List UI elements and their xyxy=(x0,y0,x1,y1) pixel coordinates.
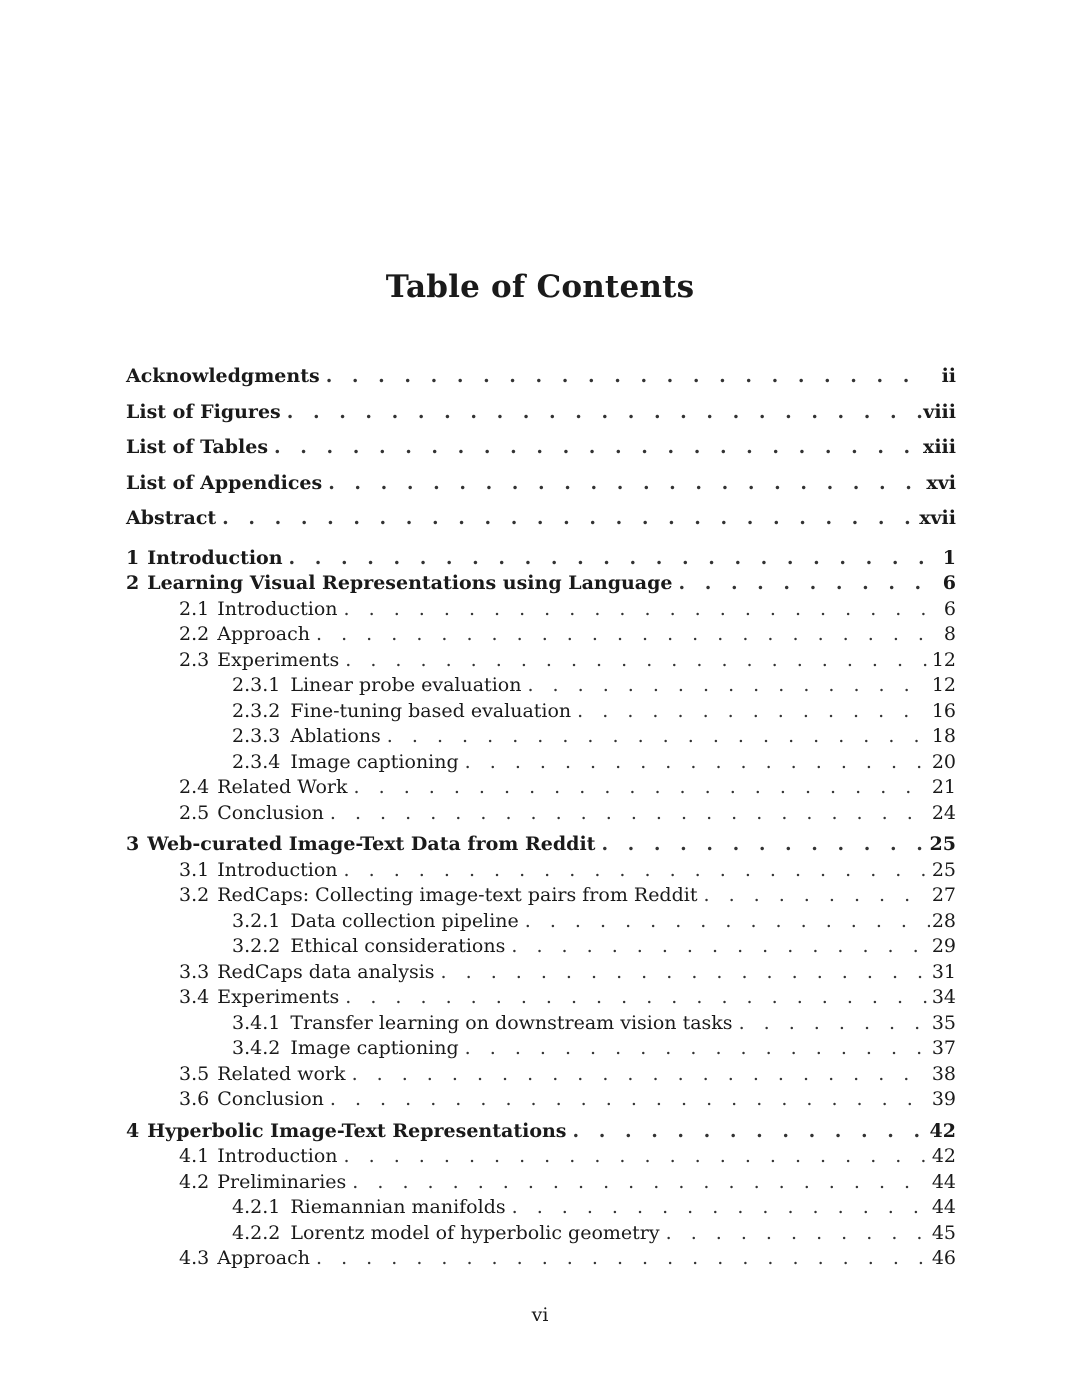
dot-leader xyxy=(505,934,930,960)
toc-entry-section[interactable] xyxy=(126,960,956,986)
toc-entry-label: Lorentz model of hyperbolic geometry xyxy=(290,1221,660,1244)
toc-entry-number: 2.3 xyxy=(179,648,210,671)
toc-entry-page: ii xyxy=(941,365,956,387)
toc-entry-section[interactable] xyxy=(126,622,956,648)
toc-entry-label: Hyperbolic Image-Text Representations xyxy=(147,1119,567,1142)
toc-entry-number: 2.2 xyxy=(179,623,210,646)
toc-entry-label: Introduction xyxy=(217,858,338,881)
toc-entry-number: 3 xyxy=(126,833,140,856)
toc-entry-page: xvi xyxy=(926,471,956,494)
toc-entry-title xyxy=(126,362,320,390)
dot-leader xyxy=(310,622,930,648)
toc-entry-subsection[interactable] xyxy=(126,724,956,750)
toc-entry-label: Image captioning xyxy=(290,750,459,773)
toc-entry-label: RedCaps: Collecting image-text pairs from Reddit xyxy=(217,884,698,907)
toc-entry-label: Web-curated Image-Text Data from Reddit xyxy=(147,833,596,856)
toc-entry-label: Conclusion xyxy=(217,801,324,824)
dot-leader xyxy=(339,985,930,1011)
toc-entry-chapter[interactable] xyxy=(126,433,956,469)
toc-entry-title xyxy=(232,750,459,776)
toc-entry-title xyxy=(179,1246,310,1272)
toc-entry-label: Introduction xyxy=(217,597,338,620)
dot-leader xyxy=(459,750,930,776)
toc-entry-number: 3.6 xyxy=(179,1088,210,1111)
toc-entry-page: 6 xyxy=(943,597,956,620)
toc-entry-page: 42 xyxy=(929,1119,956,1142)
toc-entry-label: Related Work xyxy=(217,776,348,799)
toc-entry-section[interactable] xyxy=(126,1087,956,1113)
toc-entry-section[interactable] xyxy=(126,597,956,623)
toc-entry-label: List of Figures xyxy=(126,400,281,423)
toc-entry-number: 3.3 xyxy=(179,960,210,983)
toc-entry-chapter[interactable] xyxy=(126,362,956,398)
toc-entry-section[interactable] xyxy=(126,1170,956,1196)
dot-leader xyxy=(324,801,930,827)
toc-entry-number: 4.2.1 xyxy=(232,1196,281,1219)
dot-leader xyxy=(672,571,930,597)
dot-leader xyxy=(346,1170,930,1196)
toc-entry-number: 3.4 xyxy=(179,986,210,1009)
toc-entry-chapter[interactable] xyxy=(126,398,956,434)
toc-entry-subsection[interactable] xyxy=(126,699,956,725)
toc-entry-section[interactable] xyxy=(126,775,956,801)
toc-entry-page: 45 xyxy=(931,1221,956,1244)
toc-entry-title xyxy=(179,883,697,909)
toc-entry-page: 28 xyxy=(931,909,956,932)
toc-entry-title xyxy=(126,1119,567,1145)
toc-entry-page: 46 xyxy=(931,1247,956,1270)
dot-leader xyxy=(338,1144,930,1170)
toc-entry-section[interactable] xyxy=(126,858,956,884)
toc-entry-number: 2.3.1 xyxy=(232,674,281,697)
toc-entry-subsection[interactable] xyxy=(126,673,956,699)
toc-entry-number: 3.2.1 xyxy=(232,909,281,932)
toc-entry-section[interactable] xyxy=(126,648,956,674)
toc-entry-subsection[interactable] xyxy=(126,1011,956,1037)
dot-leader xyxy=(339,648,930,674)
toc-entry-page: 8 xyxy=(943,623,956,646)
toc-entry-label: Riemannian manifolds xyxy=(290,1196,506,1219)
dot-leader xyxy=(733,1011,930,1037)
toc-entry-section[interactable] xyxy=(126,801,956,827)
toc-entry-label: Acknowledgments xyxy=(126,365,320,387)
dot-leader xyxy=(324,1087,930,1113)
dot-leader xyxy=(281,398,924,426)
toc-entry-title xyxy=(126,433,268,461)
toc-entry-title xyxy=(179,1062,346,1088)
toc-entry-page: 27 xyxy=(931,884,956,907)
dot-leader xyxy=(283,546,930,572)
toc-entry-label: Experiments xyxy=(217,648,340,671)
page-number-footer: vi xyxy=(531,1304,549,1326)
toc-entry-title xyxy=(179,775,348,801)
dot-leader xyxy=(338,597,930,623)
toc-entry-label: List of Tables xyxy=(126,436,269,459)
toc-entry-number: 3.5 xyxy=(179,1062,210,1085)
toc-entry-page: xvii xyxy=(919,507,956,530)
toc-entry-number: 2.3.3 xyxy=(232,725,281,748)
toc-entry-page: 37 xyxy=(931,1037,956,1060)
toc-entry-title xyxy=(179,1170,346,1196)
toc-entry-number: 2.5 xyxy=(179,801,210,824)
toc-entry-page: 25 xyxy=(929,833,956,856)
toc-entry-subsection[interactable] xyxy=(126,909,956,935)
dot-leader xyxy=(519,909,930,935)
toc-entry-page: 24 xyxy=(931,801,956,824)
toc-entry-label: RedCaps data analysis xyxy=(217,960,435,983)
toc-entry-page: 34 xyxy=(931,986,956,1009)
toc-entry-label: List of Appendices xyxy=(126,471,323,494)
toc-entry-label: Approach xyxy=(217,623,310,646)
dot-leader xyxy=(435,960,930,986)
toc-entry-subsection[interactable] xyxy=(126,934,956,960)
toc-entry-title xyxy=(126,832,595,858)
toc-entry-page: 25 xyxy=(931,858,956,881)
toc-entry-section[interactable] xyxy=(126,1246,956,1272)
dot-leader xyxy=(310,1246,930,1272)
table-of-contents xyxy=(126,362,956,1272)
toc-entry-label: Ethical considerations xyxy=(290,935,506,958)
dot-leader xyxy=(506,1195,930,1221)
toc-entry-label: Experiments xyxy=(217,986,340,1009)
toc-entry-title xyxy=(126,398,281,426)
toc-entry-title xyxy=(179,1144,338,1170)
toc-entry-number: 4 xyxy=(126,1119,140,1142)
toc-entry-chapter[interactable] xyxy=(126,469,956,505)
toc-entry-title xyxy=(232,1221,660,1247)
toc-entry-number: 2.4 xyxy=(179,776,210,799)
toc-entry-page: 39 xyxy=(931,1088,956,1111)
dot-leader xyxy=(697,883,930,909)
dot-leader xyxy=(268,433,923,461)
toc-entry-title xyxy=(179,622,310,648)
dot-leader xyxy=(320,362,930,390)
toc-entry-number: 3.4.1 xyxy=(232,1011,281,1034)
toc-entry-number: 3.2.2 xyxy=(232,935,281,958)
dot-leader xyxy=(571,699,930,725)
toc-entry-number: 3.2 xyxy=(179,884,210,907)
page-title: Table of Contents xyxy=(385,268,695,305)
toc-entry-title xyxy=(179,597,338,623)
toc-entry-page: xiii xyxy=(923,436,956,459)
toc-entry-label: Linear probe evaluation xyxy=(290,674,522,697)
dot-leader xyxy=(346,1062,930,1088)
dot-leader xyxy=(381,724,930,750)
toc-entry-title xyxy=(179,648,339,674)
toc-entry-subsection[interactable] xyxy=(126,1036,956,1062)
toc-entry-number: 3.4.2 xyxy=(232,1037,281,1060)
dot-leader xyxy=(660,1221,930,1247)
dot-leader xyxy=(348,775,930,801)
toc-entry-number: 4.3 xyxy=(179,1247,210,1270)
toc-entry-title xyxy=(126,546,283,572)
toc-entry-page: 42 xyxy=(931,1145,956,1168)
toc-entry-subsection[interactable] xyxy=(126,1221,956,1247)
toc-entry-page: 6 xyxy=(942,572,956,595)
toc-entry-title xyxy=(179,960,435,986)
toc-entry-chapter[interactable] xyxy=(126,832,956,858)
dot-leader xyxy=(338,858,930,884)
toc-entry-label: Approach xyxy=(217,1247,310,1270)
toc-entry-section[interactable] xyxy=(126,985,956,1011)
toc-entry-chapter[interactable] xyxy=(126,1119,956,1145)
toc-entry-label: Conclusion xyxy=(217,1088,324,1111)
toc-entry-page: 12 xyxy=(931,648,956,671)
toc-entry-section[interactable] xyxy=(126,1144,956,1170)
dot-leader xyxy=(521,673,930,699)
toc-entry-number: 4.1 xyxy=(179,1145,210,1168)
toc-entry-page: 38 xyxy=(931,1062,956,1085)
toc-entry-section[interactable] xyxy=(126,883,956,909)
toc-entry-page: 21 xyxy=(931,776,956,799)
toc-entry-title xyxy=(232,1195,506,1221)
toc-entry-label: Related work xyxy=(217,1062,346,1085)
toc-entry-label: Introduction xyxy=(217,1145,338,1168)
toc-entry-number: 2.3.2 xyxy=(232,699,281,722)
dot-leader xyxy=(216,504,919,532)
toc-entry-page: 35 xyxy=(931,1011,956,1034)
toc-entry-title xyxy=(232,1011,733,1037)
toc-entry-title xyxy=(179,801,324,827)
toc-entry-number: 2.3.4 xyxy=(232,750,281,773)
toc-entry-page: 20 xyxy=(931,750,956,773)
toc-entry-title xyxy=(179,985,339,1011)
toc-entry-title xyxy=(179,858,338,884)
toc-entry-title xyxy=(232,934,505,960)
toc-entry-chapter[interactable] xyxy=(126,546,956,572)
toc-entry-number: 1 xyxy=(126,546,140,569)
toc-entry-title xyxy=(232,724,381,750)
toc-entry-label: Abstract xyxy=(126,507,217,530)
toc-entry-subsection[interactable] xyxy=(126,1195,956,1221)
toc-entry-label: Image captioning xyxy=(290,1037,459,1060)
toc-entry-title xyxy=(126,571,672,597)
toc-entry-title xyxy=(232,699,571,725)
toc-entry-page: 29 xyxy=(931,935,956,958)
toc-entry-title xyxy=(126,469,322,497)
toc-entry-label: Transfer learning on downstream vision tasks xyxy=(290,1011,733,1034)
toc-entry-page: 12 xyxy=(931,674,956,697)
toc-entry-number: 3.1 xyxy=(179,858,210,881)
toc-entry-subsection[interactable] xyxy=(126,750,956,776)
toc-entry-title xyxy=(232,909,519,935)
dot-leader xyxy=(459,1036,930,1062)
toc-entry-page: 1 xyxy=(942,546,956,569)
toc-entry-page: 18 xyxy=(931,725,956,748)
toc-entry-label: Fine-tuning based evaluation xyxy=(290,699,572,722)
toc-entry-label: Preliminaries xyxy=(217,1170,347,1193)
toc-entry-number: 2 xyxy=(126,572,140,595)
toc-entry-page: 44 xyxy=(931,1196,956,1219)
dot-leader xyxy=(322,469,926,497)
toc-entry-chapter[interactable] xyxy=(126,571,956,597)
toc-entry-title xyxy=(232,1036,459,1062)
toc-entry-section[interactable] xyxy=(126,1062,956,1088)
toc-entry-label: Data collection pipeline xyxy=(290,909,519,932)
toc-entry-chapter[interactable] xyxy=(126,504,956,540)
toc-entry-page: 44 xyxy=(931,1170,956,1193)
toc-entry-page: 16 xyxy=(931,699,956,722)
toc-entry-label: Ablations xyxy=(290,725,381,748)
toc-entry-title xyxy=(232,673,521,699)
dot-leader xyxy=(567,1119,930,1145)
toc-entry-title xyxy=(126,504,216,532)
toc-entry-label: Introduction xyxy=(147,546,283,569)
toc-entry-title xyxy=(179,1087,324,1113)
dot-leader xyxy=(595,832,929,858)
toc-entry-label: Learning Visual Representations using Language xyxy=(147,572,673,595)
toc-entry-page: 31 xyxy=(931,960,956,983)
toc-entry-page: viii xyxy=(923,400,956,423)
toc-entry-number: 4.2 xyxy=(179,1170,210,1193)
toc-entry-number: 4.2.2 xyxy=(232,1221,281,1244)
toc-entry-number: 2.1 xyxy=(179,597,210,620)
